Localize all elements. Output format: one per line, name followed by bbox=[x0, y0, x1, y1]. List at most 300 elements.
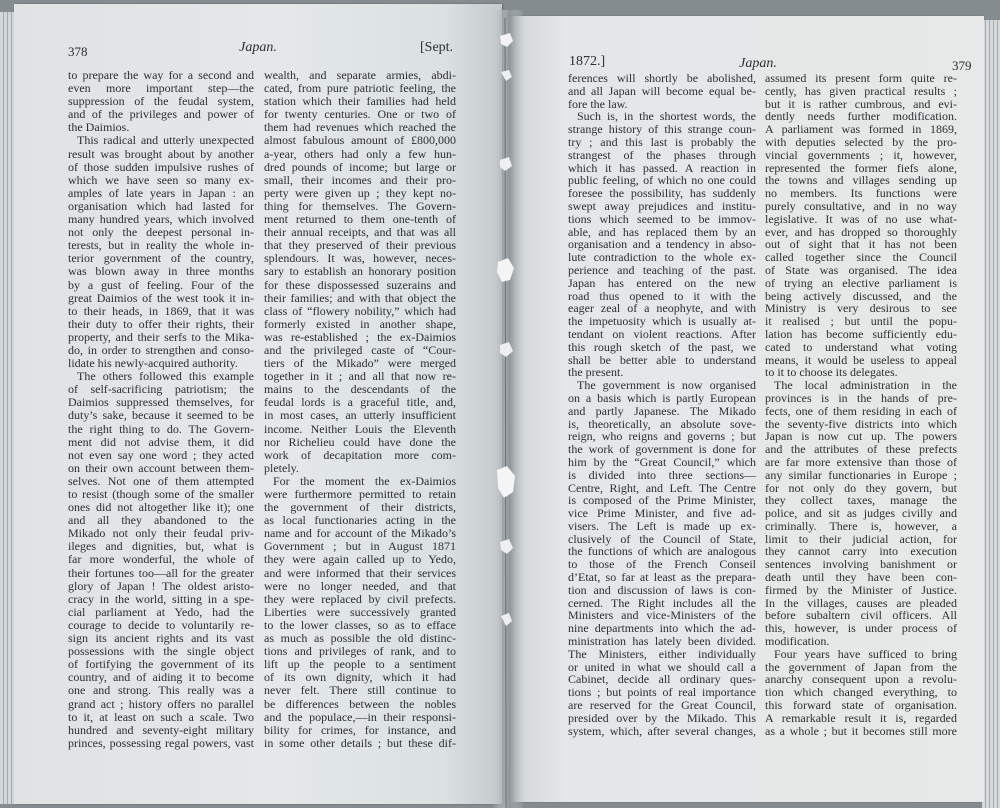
text-line bbox=[568, 584, 756, 597]
text-line-content: to it, at least on such a scale. Two bbox=[68, 709, 254, 724]
text-line-content: were no longer needed, and that bbox=[264, 578, 456, 593]
text-line bbox=[765, 584, 957, 597]
text-line-content: on a basis which is partly European bbox=[568, 390, 756, 405]
text-line bbox=[568, 648, 756, 661]
text-line-content: Government ; but in August 1871 bbox=[264, 539, 456, 554]
text-line bbox=[568, 341, 756, 354]
text-line bbox=[68, 134, 254, 147]
text-line-content: of self-sacrificing patriotism; the bbox=[68, 382, 254, 397]
text-line-content: this rough sketch of the past, we bbox=[568, 339, 756, 354]
text-line bbox=[568, 277, 756, 290]
text-line-content: the government of Japan from the bbox=[765, 659, 957, 674]
text-line bbox=[568, 712, 756, 725]
text-line-content: cently, has given practical results ; bbox=[765, 83, 957, 98]
text-line bbox=[68, 724, 254, 737]
text-line bbox=[68, 737, 254, 750]
text-line bbox=[264, 174, 456, 187]
left-page-column-2 bbox=[264, 69, 456, 750]
text-line-content: lute contradiction to the whole ex- bbox=[568, 250, 756, 265]
text-line-content: dred pounds of income; but large or bbox=[264, 159, 456, 174]
text-line-content: called together since the Council bbox=[765, 250, 957, 265]
text-line-content: death until they have been con- bbox=[765, 570, 957, 585]
text-line-content: provinces is in the hands of pre- bbox=[765, 390, 957, 405]
text-line bbox=[568, 264, 756, 277]
text-line bbox=[264, 409, 456, 422]
text-line bbox=[264, 737, 456, 750]
text-line-content: not even say one word ; they acted bbox=[68, 447, 254, 462]
text-line-content: was blown away in three months bbox=[68, 264, 254, 279]
text-line-content: terior government of the country, bbox=[68, 251, 254, 266]
running-date: 1872.] bbox=[569, 54, 606, 69]
text-line-content: him by the “Great Council,” which bbox=[568, 454, 756, 469]
text-line-content: glory of Japan ! The oldest aristo- bbox=[68, 578, 254, 593]
text-line-content: feudal lords is a graceful title, and, bbox=[264, 395, 456, 410]
text-line-content: that they preserved of their previous bbox=[264, 238, 456, 253]
text-line-content: visers. The Left is made up ex- bbox=[568, 518, 756, 533]
text-line bbox=[68, 187, 254, 200]
text-line-content: as a whole ; but it becomes still more bbox=[765, 723, 957, 738]
text-line-content: tion and discussion of laws is con- bbox=[568, 582, 756, 597]
text-line bbox=[68, 462, 254, 475]
text-line-content: they cannot carry into execution bbox=[765, 544, 957, 559]
running-title: Japan. bbox=[739, 56, 777, 71]
text-line bbox=[264, 580, 456, 593]
text-line bbox=[68, 318, 254, 331]
text-line-content: tions ; but points of real importance bbox=[568, 685, 756, 700]
text-line-content: in most cases, an utterly insufficient bbox=[264, 408, 456, 423]
text-line-content: result was brought about by another bbox=[68, 146, 254, 161]
text-line-content: for twenty centuries. One or two of bbox=[264, 107, 456, 122]
text-line-content: to resist (though some of the smaller bbox=[68, 487, 254, 501]
text-line bbox=[68, 711, 254, 724]
text-line-content: Ministry is very desirous to see bbox=[765, 301, 957, 316]
text-line bbox=[765, 149, 957, 162]
text-line-content: and all Japan will become equal be- bbox=[568, 83, 756, 98]
text-line bbox=[264, 305, 456, 318]
text-line bbox=[568, 443, 756, 456]
text-line-content: amples of late years in Japan : an bbox=[68, 185, 254, 200]
text-line-content: to the lower classes, so as to efface bbox=[264, 617, 456, 632]
text-line bbox=[568, 328, 756, 341]
text-line-content: not only the deepest personal in- bbox=[68, 225, 254, 240]
text-line-content: ones did not altogether like it); one bbox=[68, 500, 254, 515]
page-number: 378 bbox=[68, 44, 88, 59]
text-line bbox=[68, 279, 254, 292]
text-line-content: and were informed that their services bbox=[264, 565, 456, 580]
text-line-content: almost fabulous amount of £800,000 bbox=[264, 133, 456, 148]
text-line bbox=[264, 279, 456, 292]
text-line-content: their families; and with that object the bbox=[264, 290, 456, 305]
text-line bbox=[765, 469, 957, 482]
text-line bbox=[264, 148, 456, 161]
text-line bbox=[765, 699, 957, 712]
text-line-content: are reserved for the Great Council, bbox=[568, 698, 756, 713]
text-line-content: lift up the people to a sentiment bbox=[264, 657, 456, 672]
text-line bbox=[264, 698, 456, 711]
text-line bbox=[68, 265, 254, 278]
text-line bbox=[264, 684, 456, 697]
page-edges-right bbox=[982, 20, 1000, 808]
text-line-content: property, and their serfs to the Mika- bbox=[68, 329, 254, 344]
text-line-content: of its own dignity, which it had bbox=[264, 670, 456, 685]
text-line bbox=[568, 72, 756, 85]
text-line-content: princes, possessing regal powers, vast bbox=[68, 735, 254, 750]
text-line bbox=[765, 72, 957, 85]
text-line-content: and all they abandoned to the bbox=[68, 513, 254, 528]
text-line-content: try ; and this last is probably the bbox=[568, 134, 756, 149]
text-line bbox=[264, 462, 456, 475]
text-line-content: this forward state of organisation. bbox=[765, 698, 957, 713]
text-line-content: which it has passed. A reaction in bbox=[568, 160, 756, 175]
text-line-content: income. Neither Louis the Eleventh bbox=[264, 421, 456, 436]
text-line-content: out of sight that it has not been bbox=[765, 237, 957, 252]
text-line-content: their annual receipts, and that was all bbox=[264, 225, 456, 240]
text-line-content: tions which seemed to be immov- bbox=[568, 211, 756, 226]
text-line-content: formerly existed in another shape, bbox=[264, 316, 456, 331]
text-line bbox=[568, 699, 756, 712]
text-line-content: thing for themselves. The Govern- bbox=[264, 198, 456, 213]
text-line bbox=[568, 571, 756, 584]
text-line-content: splendours. It was, however, neces- bbox=[264, 251, 456, 266]
text-line bbox=[568, 392, 756, 405]
text-line bbox=[264, 449, 456, 462]
text-line bbox=[68, 593, 254, 606]
text-line-content: reign, who reigns and governs ; but bbox=[568, 429, 756, 444]
text-line-content: ment did not advise them, it did bbox=[68, 434, 254, 449]
text-line-content: Japan has entered on the new bbox=[568, 275, 756, 290]
text-line-content: this, however, is under process of bbox=[765, 621, 957, 636]
right-page-column-2 bbox=[765, 72, 957, 737]
text-line-content: cated to understand what voting bbox=[765, 339, 957, 354]
text-line-content: great Daimios of the west took it in- bbox=[68, 290, 254, 305]
text-line bbox=[264, 436, 456, 449]
text-line-content: vincial governments ; it, however, bbox=[765, 147, 957, 162]
text-line-content: are far more extensive than those of bbox=[765, 454, 957, 469]
text-line-content: and the populace,—in their responsi- bbox=[264, 709, 456, 724]
text-line-content: vice Prime Minister, and five ad- bbox=[568, 506, 756, 521]
text-line-content: mains to the descendants of the bbox=[264, 382, 456, 397]
text-line-content: is composed of the Prime Minister, bbox=[568, 493, 756, 508]
text-line bbox=[264, 187, 456, 200]
text-line bbox=[568, 149, 756, 162]
left-page-column-1 bbox=[68, 69, 254, 750]
text-line-content: of trying an elective parliament is bbox=[765, 275, 957, 290]
text-line-content: were furthermore permitted to retain bbox=[264, 487, 456, 501]
text-line-content: the government of their districts, bbox=[264, 500, 456, 515]
text-line-content: one and strong. This really was a bbox=[68, 683, 254, 698]
text-line-content: sentences involving banishment or bbox=[765, 557, 957, 572]
text-line bbox=[765, 507, 957, 520]
text-line bbox=[765, 648, 957, 661]
text-line-content: lation has become sufficiently edu- bbox=[765, 326, 957, 341]
text-line-content: do, in order to strengthen and conso- bbox=[68, 342, 254, 357]
text-line bbox=[68, 305, 254, 318]
text-line-content: lidate his newly-acquired authority. bbox=[68, 356, 238, 371]
text-line bbox=[568, 200, 756, 213]
text-line-content: firmed by the Minister of Justice. bbox=[765, 582, 957, 597]
text-line-content: the impetuosity which is usually at- bbox=[568, 314, 756, 329]
text-line-content: strange history of this strange coun- bbox=[568, 122, 756, 137]
text-line-content: to their heads, in 1869, that it was bbox=[68, 303, 254, 318]
text-line bbox=[568, 456, 756, 469]
text-line-content: never felt. There still continue to bbox=[264, 683, 456, 698]
text-line-content: The government is now organised bbox=[577, 378, 756, 393]
text-line-content: tions and privileges of rank, and to bbox=[264, 644, 456, 659]
text-line bbox=[264, 593, 456, 606]
text-line bbox=[68, 567, 254, 580]
text-line bbox=[264, 265, 456, 278]
text-line-content: cerned. The Right includes all the bbox=[568, 595, 756, 610]
right-page-column-1 bbox=[568, 72, 756, 737]
text-line bbox=[568, 469, 756, 482]
text-line-content: in some other details ; but these dif- bbox=[264, 735, 456, 750]
text-line-content: as much as possible the old distinc- bbox=[264, 631, 456, 646]
text-line-content: presided over by the Mikado. This bbox=[568, 710, 756, 725]
text-line-content: be differences between the nobles bbox=[264, 696, 456, 711]
text-line-content: ileges and dignities, but, what is bbox=[68, 539, 254, 554]
text-line-content: sary to establish an honorary position bbox=[264, 264, 456, 279]
text-line-content: Such is, in the shortest words, the bbox=[577, 109, 756, 124]
text-line bbox=[68, 684, 254, 697]
text-line bbox=[264, 134, 456, 147]
text-line-content: the right thing to do. The Govern- bbox=[68, 421, 254, 436]
text-line bbox=[765, 571, 957, 584]
text-line-content: tendant on violent reactions. After bbox=[568, 326, 756, 341]
text-line-content: country, and of aiding it to become bbox=[68, 670, 254, 685]
text-line bbox=[765, 328, 957, 341]
binding-gutter bbox=[488, 0, 528, 808]
text-line-content: tion which changed everything, to bbox=[765, 685, 957, 700]
text-line bbox=[68, 148, 254, 161]
text-line-content: a-year, others had only a few hun- bbox=[264, 146, 456, 161]
text-line-content: the functions of which are analogous bbox=[568, 544, 756, 559]
text-line bbox=[765, 456, 957, 469]
text-line-content: fects, one of them residing in each of bbox=[765, 403, 957, 418]
text-line-content: to those of the French Conseil bbox=[568, 557, 756, 572]
text-line-content: for not only do they govern, but bbox=[765, 480, 957, 495]
text-line-content: strangest of the phases through bbox=[568, 147, 756, 162]
text-line-content: ever, and has dropped so thoroughly bbox=[765, 224, 957, 239]
text-line-content: no members. Its functions were bbox=[765, 186, 957, 201]
text-line-content: cated, from pure patriotic feeling, the bbox=[264, 81, 456, 96]
text-line-content: the towns and villages sending up bbox=[765, 173, 957, 188]
text-line-content: the seventy-five districts into which bbox=[765, 416, 957, 431]
text-line-content: with deputies selected by the pro- bbox=[765, 134, 957, 149]
text-line-content: d’Etat, so far at least as the prepara- bbox=[568, 570, 756, 585]
text-line-content: public feeling, of which no one could bbox=[568, 173, 756, 188]
text-line bbox=[68, 698, 254, 711]
text-line-content: work of decapitation more com- bbox=[264, 447, 456, 462]
text-line bbox=[264, 606, 456, 619]
text-line-content: In the villages, causes are pleaded bbox=[765, 595, 957, 610]
text-line bbox=[264, 423, 456, 436]
text-line-content: assumed its present form quite re- bbox=[765, 71, 957, 85]
text-line-content: swept away prejudices and institu- bbox=[568, 198, 756, 213]
text-line bbox=[568, 405, 756, 418]
text-line-content: to prepare the way for a second and bbox=[68, 68, 254, 82]
text-line bbox=[264, 553, 456, 566]
gutter-shadow bbox=[492, 10, 524, 808]
text-line bbox=[68, 161, 254, 174]
text-line bbox=[568, 213, 756, 226]
text-line-content: able, and has replaced them by an bbox=[568, 224, 756, 239]
text-line-content: organisation and a tendency in abso- bbox=[568, 237, 756, 252]
text-line-content: organisation which had lasted for bbox=[68, 198, 254, 213]
text-line-content: For the moment the ex-Daimios bbox=[273, 473, 456, 488]
text-line bbox=[568, 136, 756, 149]
text-line-content: cracy in the world, sitting in a spe- bbox=[68, 591, 254, 606]
text-line-content: was re-established ; the ex-Daimios bbox=[264, 329, 456, 344]
text-line-content: together in it ; and all that now re- bbox=[264, 369, 456, 384]
text-line bbox=[765, 200, 957, 213]
text-line bbox=[264, 711, 456, 724]
text-line bbox=[568, 379, 756, 392]
text-line-content: Four years have sufficed to bring bbox=[774, 646, 957, 661]
text-line bbox=[264, 331, 456, 344]
text-line bbox=[765, 635, 957, 648]
text-line-content: which we have seen so many ex- bbox=[68, 172, 254, 187]
text-line bbox=[68, 292, 254, 305]
text-line bbox=[68, 423, 254, 436]
text-line bbox=[68, 606, 254, 619]
text-line-content: of State was organised. The idea bbox=[765, 262, 957, 277]
text-line bbox=[765, 136, 957, 149]
text-line-content: suppression of the feudal system, bbox=[68, 94, 254, 109]
text-line-content: duty’s sake, because it seemed to be bbox=[68, 408, 254, 423]
text-line-content: courage to decide to voluntarily re- bbox=[68, 617, 254, 632]
text-line-content: is divided into three sections— bbox=[568, 467, 756, 482]
text-line-content: Mikado not only their feudal priv- bbox=[68, 526, 254, 541]
text-line-content: nor Richelieu could have done the bbox=[264, 434, 456, 449]
text-line-content: and partly Japanese. The Mikado bbox=[568, 403, 756, 418]
text-line-content: The others followed this example bbox=[77, 369, 254, 384]
text-line-content: The Ministers, either individually bbox=[568, 646, 756, 661]
text-line-content: possessions with the single object bbox=[68, 644, 254, 659]
text-line-content: Japan is now cut up. The powers bbox=[765, 429, 957, 444]
text-line-content: terests, but in reality the whole in- bbox=[68, 238, 254, 253]
text-line-content: A remarkable result it is, regarded bbox=[765, 710, 957, 725]
text-line-content: represented the former fiefs alone, bbox=[765, 160, 957, 175]
text-line-content: pletely. bbox=[264, 460, 299, 475]
text-line bbox=[765, 379, 957, 392]
text-line-content: by a gust of feeling. Four of the bbox=[68, 277, 254, 292]
text-line-content: on their own account between them- bbox=[68, 460, 254, 475]
page-number: 379 bbox=[952, 58, 972, 73]
text-line-content: small, their incomes and their pro- bbox=[264, 172, 456, 187]
text-line bbox=[765, 85, 957, 98]
text-line-content: ment returned to them one-tenth of bbox=[264, 212, 456, 227]
text-line bbox=[264, 161, 456, 174]
text-line-content: is, theoretically, an absolute sove- bbox=[568, 416, 756, 431]
text-line-content: grand act ; history offers no parallel bbox=[68, 696, 254, 711]
text-line bbox=[264, 318, 456, 331]
text-line bbox=[765, 213, 957, 226]
text-line bbox=[68, 553, 254, 566]
text-line-content: This radical and utterly unexpected bbox=[77, 133, 254, 148]
text-line-content: they collect taxes, manage the bbox=[765, 493, 957, 508]
text-line bbox=[765, 712, 957, 725]
text-line-content: system, which, after several changes, bbox=[568, 723, 756, 738]
text-line bbox=[765, 443, 957, 456]
text-line-content: perty were given up ; they kept no- bbox=[264, 185, 456, 200]
text-line-content: Cabinet, decide all ordinary ques- bbox=[568, 672, 756, 687]
text-line-content: their duty to offer their rights, their bbox=[68, 316, 254, 331]
text-line-content: Liberties were successively granted bbox=[264, 604, 456, 619]
text-line bbox=[68, 449, 254, 462]
text-line-content: nine departments into which the ad- bbox=[568, 621, 756, 636]
text-line bbox=[68, 409, 254, 422]
text-line-content: wealth, and separate armies, abdi- bbox=[264, 68, 456, 82]
running-date: [Sept. bbox=[420, 40, 454, 55]
text-line-content: legislative. It was of no use what- bbox=[765, 211, 957, 226]
text-line-content: before subaltern civil officers. All bbox=[765, 608, 957, 623]
text-line-content: of fortifying the government of its bbox=[68, 657, 254, 672]
text-line-content: sign its ancient rights and its vast bbox=[68, 631, 254, 646]
text-line-content: but it is rather cumbrous, and evi- bbox=[765, 96, 957, 111]
text-line bbox=[264, 567, 456, 580]
text-line-content: cial parliament at Yedo, had the bbox=[68, 604, 254, 619]
text-line bbox=[765, 277, 957, 290]
text-line-content: dently needs further modification. bbox=[765, 109, 957, 124]
text-line-content: A parliament was formed in 1869, bbox=[765, 122, 957, 137]
text-line bbox=[568, 507, 756, 520]
text-line-content: far more wonderful, the whole of bbox=[68, 552, 254, 567]
text-line bbox=[765, 725, 957, 738]
text-line-content: the Daimios. bbox=[68, 120, 130, 135]
text-line-content: and the privileged caste of “Cour- bbox=[264, 342, 456, 357]
text-line-content: they were replaced by civil prefects. bbox=[264, 591, 456, 606]
text-line-content: ferences will shortly be abolished, bbox=[568, 71, 756, 85]
text-line-content: being actively discussed, and the bbox=[765, 288, 957, 303]
text-line-content: class of “flowery nobility,” which had bbox=[264, 303, 456, 318]
text-line-content: the work of government is done for bbox=[568, 442, 756, 457]
text-line bbox=[765, 264, 957, 277]
text-line-content: police, and sit as judges civilly and bbox=[765, 506, 957, 521]
text-line-content: many hundred years, which involved bbox=[68, 212, 254, 227]
text-line-content: eager zeal of a neophyte, and with bbox=[568, 301, 756, 316]
text-line-content: criminally. There is, however, a bbox=[765, 518, 957, 533]
text-line-content: to it to choose its delegates. bbox=[765, 365, 898, 380]
text-line-content: them had revenues which reached the bbox=[264, 120, 456, 135]
text-line-content: hundred and seventy-eight military bbox=[68, 722, 254, 737]
text-line-content: tiers of the Mikado” were merged bbox=[264, 356, 456, 371]
text-line bbox=[765, 392, 957, 405]
text-line-content: selves. Not one of them attempted bbox=[68, 473, 254, 488]
text-line-content: the present. bbox=[568, 365, 624, 380]
text-line-content: fore the law. bbox=[568, 96, 628, 111]
text-line-content: they were again called up to Yedo, bbox=[264, 552, 456, 567]
text-line-content: modification. bbox=[765, 634, 830, 649]
text-line-content: anarchy consequent upon a revolu- bbox=[765, 672, 957, 687]
text-line-content: purely consultative, and in no way bbox=[765, 198, 957, 213]
text-line bbox=[568, 725, 756, 738]
text-line-content: even more important step—the bbox=[68, 81, 254, 96]
text-line-content: and the attributes of these prefects bbox=[765, 442, 957, 457]
text-line-content: station which their families had held bbox=[264, 94, 456, 109]
text-line-content: The local administration in the bbox=[774, 378, 957, 393]
text-line-content: as local functionaries acting in the bbox=[264, 513, 456, 528]
text-line-content: shall be better able to understand bbox=[568, 352, 756, 367]
text-line-content: perience and teaching of the past. bbox=[568, 262, 756, 277]
text-line-content: bility for crimes, for instance, and bbox=[264, 722, 456, 737]
text-line-content: means, it would be useless to appeal bbox=[765, 352, 957, 367]
text-line-content: Daimios suppressed themselves, for bbox=[68, 395, 254, 410]
text-line bbox=[765, 341, 957, 354]
text-line-content: ministration has lately been divided. bbox=[568, 634, 756, 649]
text-line bbox=[264, 724, 456, 737]
text-line-content: Centre, Right, and Left. The Centre bbox=[568, 480, 756, 495]
text-line-content: for these dispossessed suzerains and bbox=[264, 277, 456, 292]
